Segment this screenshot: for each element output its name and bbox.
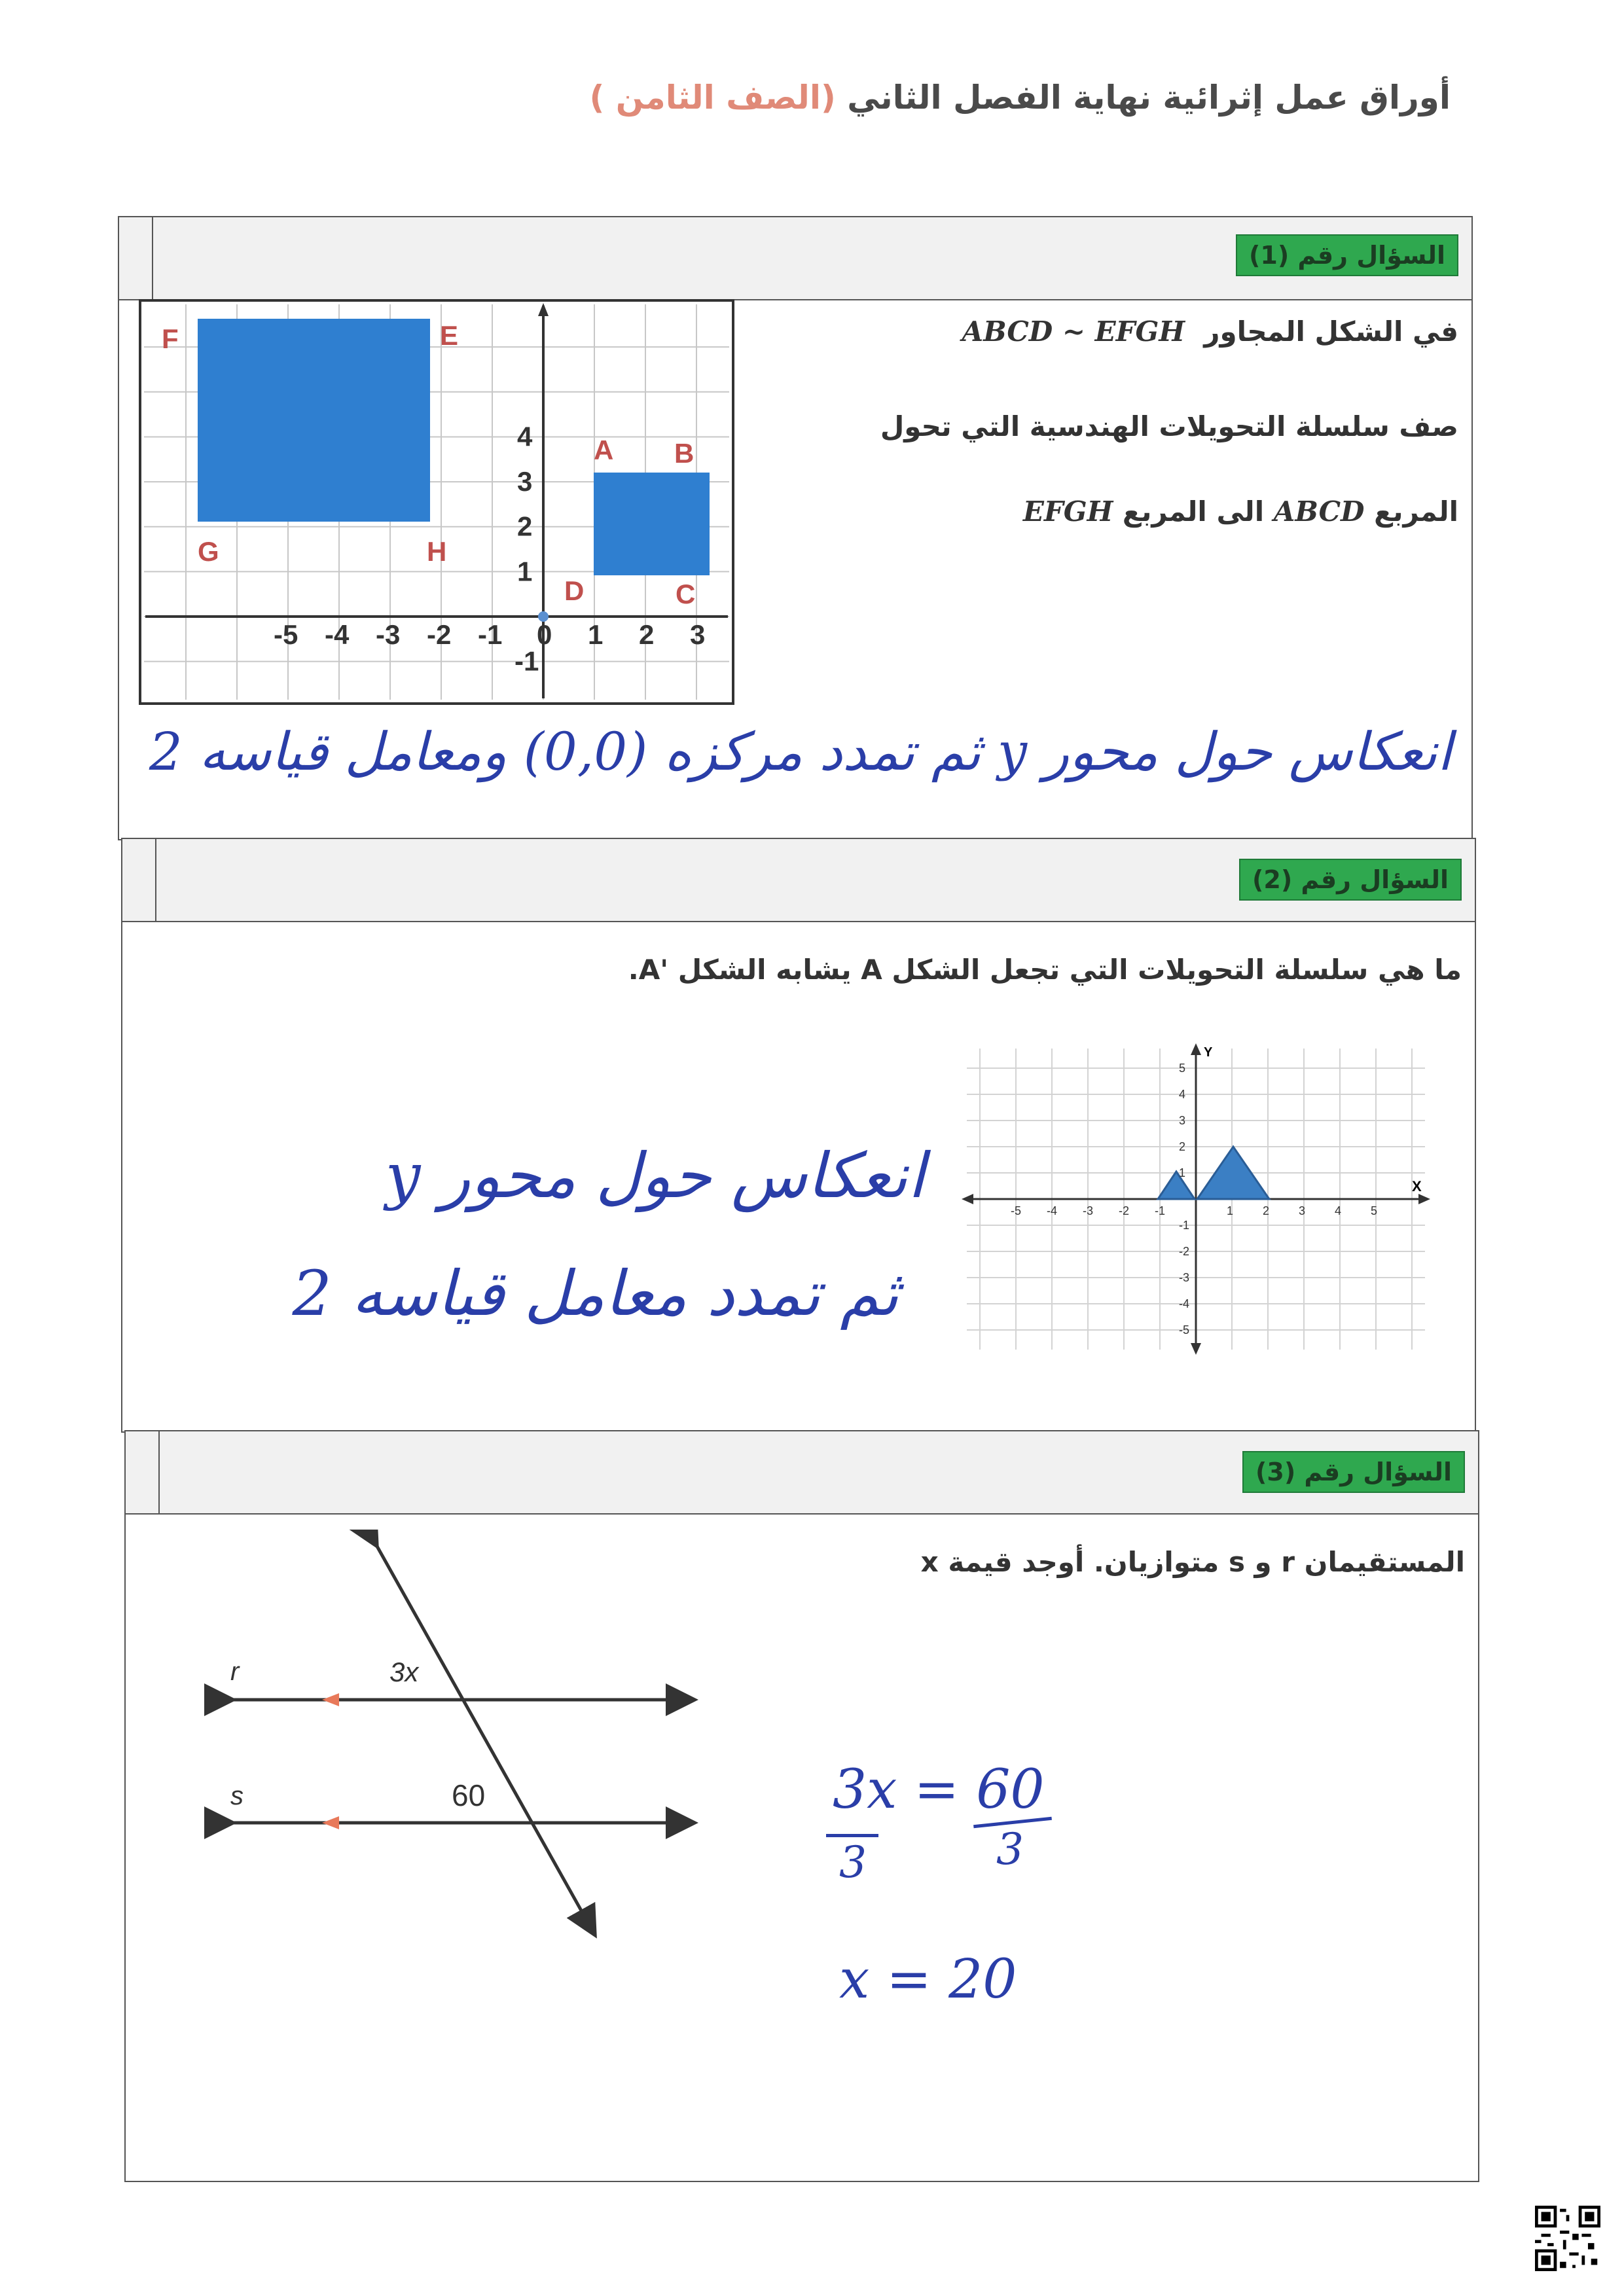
y-tick-label: 1 <box>517 556 533 587</box>
qr-code <box>1535 2206 1600 2271</box>
q3-denominator-left: 3 <box>839 1837 867 1888</box>
question-3-box <box>124 1430 1479 2182</box>
page-title <box>207 79 1451 117</box>
y-tick-label: -4 <box>1179 1297 1190 1310</box>
x-tick-label: 3 <box>1299 1204 1306 1217</box>
q1-line3: المربع ABCD الى المربع EFGH <box>1022 495 1458 528</box>
line-s-label: s <box>230 1782 244 1810</box>
parallel-lines-figure <box>204 1530 728 1948</box>
x-tick-label: 0 <box>537 619 552 650</box>
y-axis-label: Y <box>1204 1045 1213 1060</box>
q3-work-line2: x = 20 <box>839 1948 1017 2011</box>
question-3-label: السؤال رقم (3) <box>1242 1451 1465 1493</box>
q2-prompt: ما هي سلسلة التحويلات التي تجعل الشكل A يشابه الشكل 'A. <box>628 954 1462 986</box>
x-tick-label: 1 <box>1227 1204 1234 1217</box>
q3-denominator-right: 3 <box>996 1824 1024 1874</box>
vertex-g: G <box>198 536 219 567</box>
q1-line2: صف سلسلة التحويلات الهندسية التي تحول <box>880 410 1458 442</box>
x-tick-label: 3 <box>690 619 706 650</box>
y-tick-label: 5 <box>1179 1062 1186 1075</box>
x-tick-label: -4 <box>1047 1204 1058 1217</box>
title-text: أوراق عمل إثرائية نهاية الفصل الثاني <box>847 79 1451 117</box>
q2-answer-line1: انعكاس حول محور y <box>385 1140 925 1212</box>
y-tick-label: 3 <box>517 466 533 497</box>
y-tick-label: 1 <box>1179 1166 1186 1179</box>
y-tick-label: 3 <box>1179 1114 1186 1127</box>
question-2-header <box>122 839 1475 922</box>
q3-work-line1: 3x = 60 <box>833 1759 1045 1821</box>
y-tick-label: 4 <box>1179 1088 1186 1101</box>
x-tick-label: 2 <box>639 619 655 650</box>
q2-answer-line2: ثم تمدد معامل قياسه 2 <box>292 1258 899 1330</box>
x-tick-label: -3 <box>376 619 401 650</box>
x-tick-label: 5 <box>1371 1204 1378 1217</box>
x-tick-label: -2 <box>427 619 452 650</box>
x-axis-label: X <box>1412 1178 1422 1194</box>
y-tick-label: -3 <box>1179 1271 1190 1284</box>
triangle-a-prime <box>1158 1172 1195 1199</box>
question-2-box <box>121 838 1476 1433</box>
x-tick-label: -4 <box>325 619 350 650</box>
vertex-b: B <box>674 438 695 469</box>
vertex-a: A <box>594 435 614 465</box>
vertex-d: D <box>564 575 585 606</box>
question-1-box <box>118 216 1473 840</box>
question-1-header <box>119 217 1471 300</box>
x-tick-label: -3 <box>1083 1204 1094 1217</box>
x-tick-label: -2 <box>1119 1204 1130 1217</box>
vertex-f: F <box>162 323 179 354</box>
y-tick-label: -1 <box>514 645 539 677</box>
x-tick-label: 2 <box>1263 1204 1270 1217</box>
grade-label: (الصف الثامن ) <box>589 79 836 117</box>
x-tick-label: -5 <box>1011 1204 1022 1217</box>
question-1-label: السؤال رقم (1) <box>1236 234 1458 276</box>
y-tick-label: -2 <box>1179 1245 1190 1258</box>
vertex-e: E <box>440 320 459 351</box>
square-abcd <box>594 473 710 575</box>
question-3-header <box>126 1431 1478 1515</box>
q3-prompt: المستقيمان r و s متوازيان. أوجد قيمة x <box>920 1546 1465 1578</box>
vertex-h: H <box>427 536 447 567</box>
y-tick-label: 2 <box>517 511 533 542</box>
square-efgh <box>198 319 430 522</box>
y-tick-label: -5 <box>1179 1323 1190 1336</box>
angle-60-label: 60 <box>452 1778 486 1812</box>
y-tick-label: 2 <box>1179 1140 1186 1153</box>
x-tick-label: -1 <box>478 619 503 650</box>
q1-line1: في الشكل المجاور ABCD ~ EFGH <box>962 315 1458 348</box>
angle-3x-label: 3x <box>389 1657 419 1687</box>
vertex-c: C <box>676 579 696 609</box>
x-tick-label: 1 <box>588 619 604 650</box>
question-2-label: السؤال رقم (2) <box>1239 859 1462 901</box>
x-tick-label: 4 <box>1335 1204 1342 1217</box>
y-tick-label: -1 <box>1179 1219 1190 1232</box>
y-tick-label: 4 <box>517 421 533 452</box>
line-r-label: r <box>230 1657 240 1686</box>
x-tick-label: -1 <box>1155 1204 1166 1217</box>
q1-coordinate-graph <box>139 299 734 705</box>
q2-coordinate-graph <box>960 1042 1432 1356</box>
x-tick-label: -5 <box>274 619 298 650</box>
q1-handwritten-answer: انعكاس حول محور y ثم تمدد مركزه (0,0) ومعامل قياسه 2 <box>149 721 1452 782</box>
